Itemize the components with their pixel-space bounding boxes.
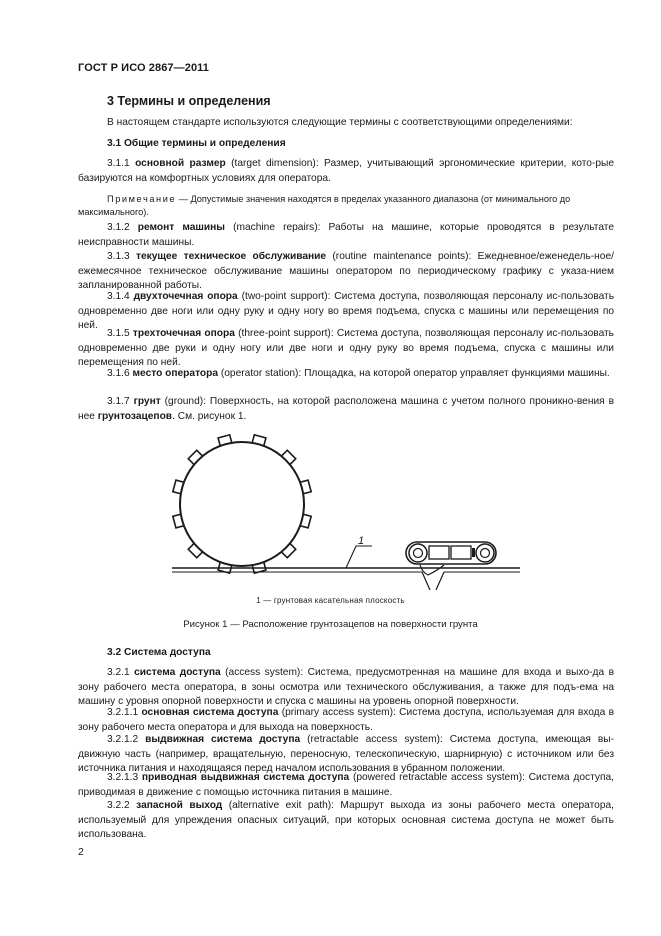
term-3-2-1-2: 3.2.1.2 выдвижная система доступа (retractable access system): Система доступа, имеющая вы-движную часть (например, вращательную, переносную, телескопическую, шарнирную) с источником или без источника питания и находящаяся перед началом использования в убранном положении. [78, 734, 615, 775]
track-assembly [406, 542, 496, 590]
page-number: 2 [78, 846, 84, 858]
standard-header: ГОСТ Р ИСО 2867—2011 [78, 62, 210, 74]
callout-1-label: 1 [358, 535, 365, 547]
term-3-1-3: 3.1.3 текущее техническое обслуживание (routine maintenance points): Ежедневное/еженедель-ное/ежемесячное техническое обслуживание машины оператором по периодическому графику с указа-нием запланированной работы. [78, 251, 614, 292]
figure-1-legend: 1 — грунтовая касательная плоскость [256, 596, 405, 605]
figure-1-drawing [160, 420, 530, 590]
section-3-intro: В настоящем стандарте используются следующие термины с соответствующими определениями: [107, 117, 573, 128]
wheel-with-lugs [173, 435, 311, 573]
subsection-3-1-title: 3.1 Общие термины и определения [107, 138, 286, 149]
term-3-1-2: 3.1.2 ремонт машины (machine repairs): Работы на машине, которые проводятся в результате неисправности машины. [78, 222, 614, 248]
subsection-3-2-title: 3.2 Система доступа [107, 647, 211, 658]
term-3-1-1: 3.1.1 основной размер (target dimension): Размер, учитывающий эргономические критерии, кото-рые базируются на комфортных условиях для оператора. [78, 158, 614, 184]
term-3-1-5: 3.1.5 трехточечная опора (three-point support): Система доступа, позволяющая персоналу ис-пользовать одновременно две руки и одну ногу или две ноги и одну руку во время подъема, спуска с машины или перемещения по ней. [78, 328, 614, 369]
term-3-2-1-3: 3.2.1.3 приводная выдвижная система доступа (powered retractable access system): Система доступа, приводимая в движение с помощью источника питания в машине. [78, 772, 614, 798]
callout-1-leader [346, 546, 372, 568]
wheel-rim [180, 442, 304, 566]
figure-1-caption: Рисунок 1 — Расположение грунтозацепов на поверхности грунта [183, 619, 478, 630]
term-3-2-1: 3.2.1 система доступа (access system): Система, предусмотренная на машине для входа и выхо-да в зону рабочего места оператора, в зоны осмотра или технического обслуживания, а также для подъ-ема на машину с уровня опорной поверхности и спуска с машины на уровень опорной поверхности. [78, 667, 614, 708]
section-3-title: 3 Термины и определения [107, 94, 271, 108]
term-3-1-7: 3.1.7 грунт (ground): Поверхность, на которой расположена машина с учетом полного проникно-вения в нее грунтозацепов. См. рисунок 1. [78, 396, 614, 422]
term-3-2-2: 3.2.2 запасной выход (alternative exit path): Маршрут выхода из зоны рабочего места оператора, используемый для упреждения опасных ситуаций, при которых основная система доступа не может быть использована. [78, 800, 615, 841]
term-3-1-4: 3.1.4 двухточечная опора (two-point support): Система доступа, позволяющая персоналу ис-пользовать одновременно две ноги или одну руку и одну ногу во время подъема, спуска с машины или перемещения по ней. [78, 291, 614, 332]
term-3-2-1-1: 3.2.1.1 основная система доступа (primary access system): Система доступа, используемая для входа в зону рабочего места оператора и для выхода на поверхность. [78, 707, 614, 733]
term-3-1-6: 3.1.6 место оператора (operator station): Площадка, на которой оператор управляет функциями машины. [107, 368, 610, 379]
note-3-1-1: Примечание — Допустимые значения находятся в пределах указанного диапазона (от минимального до максимального). [78, 194, 571, 218]
